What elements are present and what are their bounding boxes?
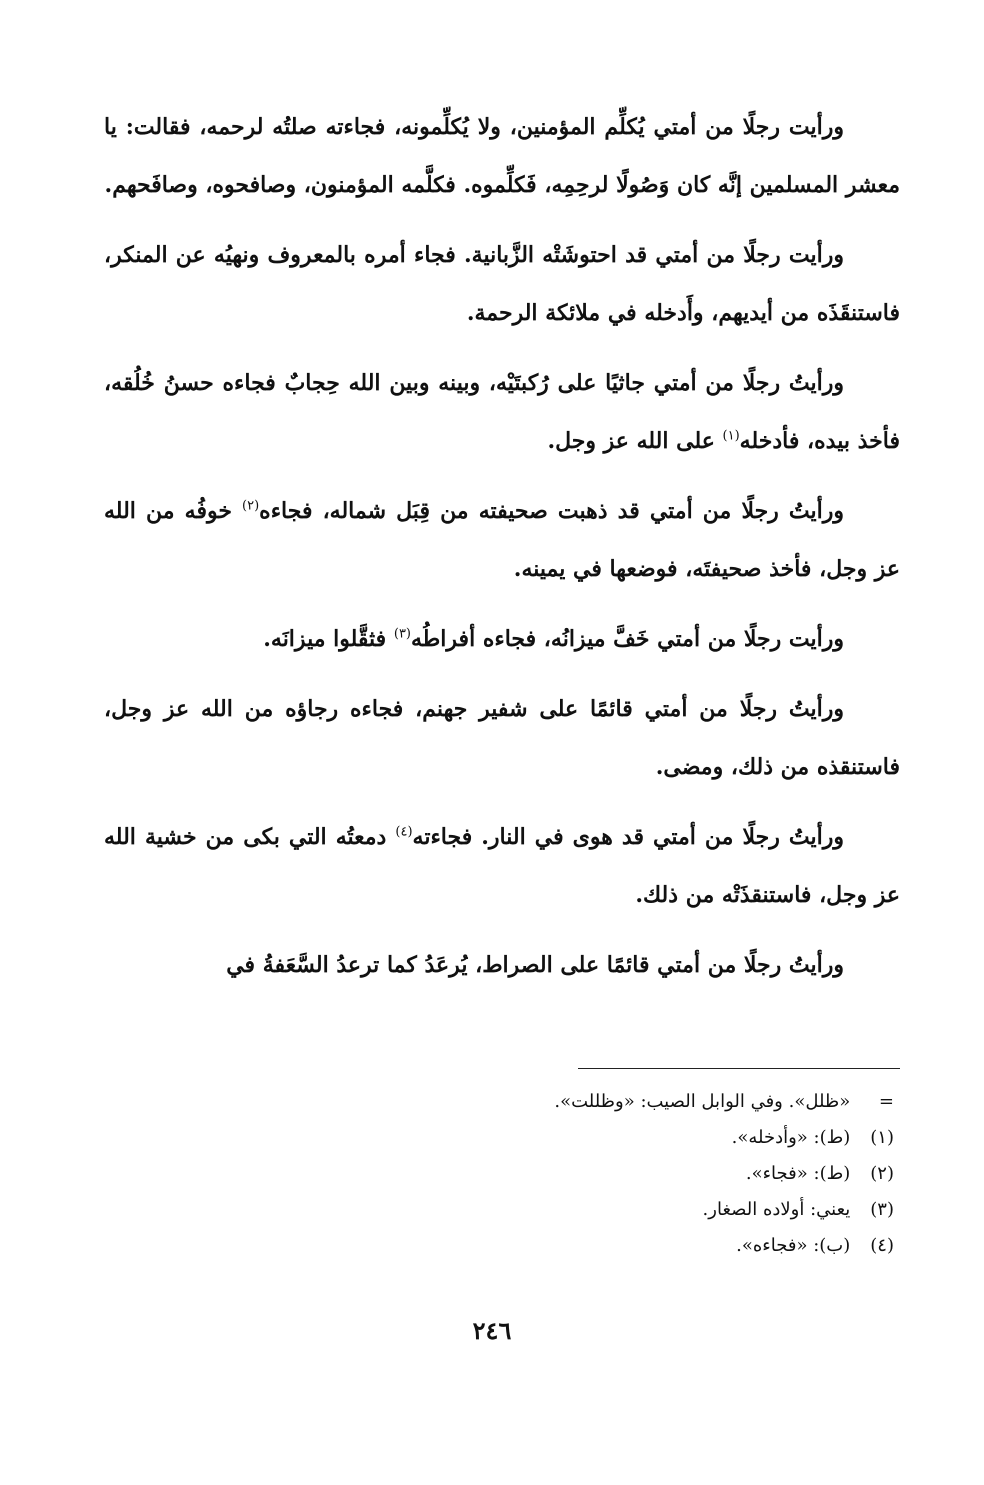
paragraph-text: دمعتُه التي بكى من خشية الله عز وجل، فاستنقذَتْه من ذلك. — [104, 824, 900, 908]
paragraph-text: ورأيتُ رجلًا من أمتي قائمًا على شفير جهنم، فجاءه رجاؤه من الله عز وجل، فاستنقذه من ذلك، ومضى. — [104, 696, 900, 780]
paragraph-text: ورأيت رجلًا من أمتي قد احتوشَتْه الزَّبانية. فجاء أمره بالمعروف ونهيُه عن المنكر، فاستنقَذَه من أيديهم، وأَدخله في ملائكة الرحمة. — [104, 242, 900, 326]
paragraph-text: ورأيتُ رجلًا من أمتي قائمًا على الصراط، يُرعَدُ كما ترعدُ السَّعَفةُ في — [226, 952, 844, 978]
paragraph-text: ورأيتُ رجلًا من أمتي جاثيًا على رُكبتَيْه، وبينه وبين الله حِجابٌ فجاءه حسنُ خُلُقه، فأخذ بيده، فأدخله — [104, 370, 900, 454]
footnote-3 — [104, 1192, 900, 1228]
footnote-continuation — [104, 1084, 900, 1120]
paragraph-text: فثقَّلوا ميزانَه. — [263, 626, 394, 652]
paragraph-text: على الله عز وجل. — [547, 428, 723, 454]
footnote-marker-1[interactable]: (١) — [722, 428, 740, 444]
paragraph-4 — [104, 482, 900, 598]
footnote-text: (ط): «فجاء». — [745, 1163, 851, 1184]
paragraph-8 — [104, 936, 900, 994]
paragraph-5 — [104, 610, 900, 668]
paragraph-2 — [104, 226, 900, 342]
footnote-text: يعني: أولاده الصغار. — [702, 1199, 851, 1220]
footnote-text: (ب): «فجاءه». — [736, 1235, 851, 1256]
footnote-divider — [578, 1068, 900, 1069]
paragraph-6 — [104, 680, 900, 796]
paragraph-text: ورأيت رجلًا من أمتي يُكلِّم المؤمنين، ولا يُكلِّمونه، فجاءته صلتُه لرحمه، فقالت: يا معشر المسلمين إنَّه كان وَصُولًا لرحِمِه، فَكلِّموه. فكلَّمه المؤمنون، وصافحوه، وصافَحهم. — [104, 114, 900, 198]
paragraph-text: ورأيت رجلًا من أمتي خَفَّ ميزانُه، فجاءه أفراطُه — [411, 626, 844, 652]
paragraph-7 — [104, 808, 900, 924]
footnote-4 — [104, 1228, 900, 1264]
paragraph-3 — [104, 354, 900, 470]
footnote-text: (ط): «وأدخله». — [731, 1127, 851, 1148]
footnotes — [104, 1084, 900, 1264]
paragraph-text: ورأيتُ رجلًا من أمتي قد هوى في النار. فجاءته — [412, 824, 844, 850]
footnote-2 — [104, 1156, 900, 1192]
footnote-1 — [104, 1120, 900, 1156]
paragraph-text: ورأيتُ رجلًا من أمتي قد ذهبت صحيفته من قِبَل شماله، فجاءه — [259, 498, 844, 524]
page-number: ٢٤٦ — [472, 1316, 512, 1345]
footnote-number: (٤) — [870, 1235, 894, 1256]
paragraph-1 — [104, 98, 900, 214]
footnote-marker-2[interactable]: (٢) — [242, 498, 260, 514]
footnote-number: (١) — [870, 1127, 894, 1148]
footnote-text: «ظلل». وفي الوابل الصيب: «وظللت». — [554, 1091, 851, 1112]
paragraph-text: خوفُه من الله عز وجل، فأخذ صحيفتَه، فوضعها في يمينه. — [104, 498, 900, 582]
footnote-marker-3[interactable]: (٣) — [393, 626, 411, 642]
footnote-number: = — [878, 1091, 894, 1112]
footnote-number: (٣) — [870, 1199, 894, 1220]
footnote-number: (٢) — [870, 1163, 894, 1184]
main-text — [104, 98, 900, 1006]
footnote-marker-4[interactable]: (٤) — [395, 824, 413, 840]
